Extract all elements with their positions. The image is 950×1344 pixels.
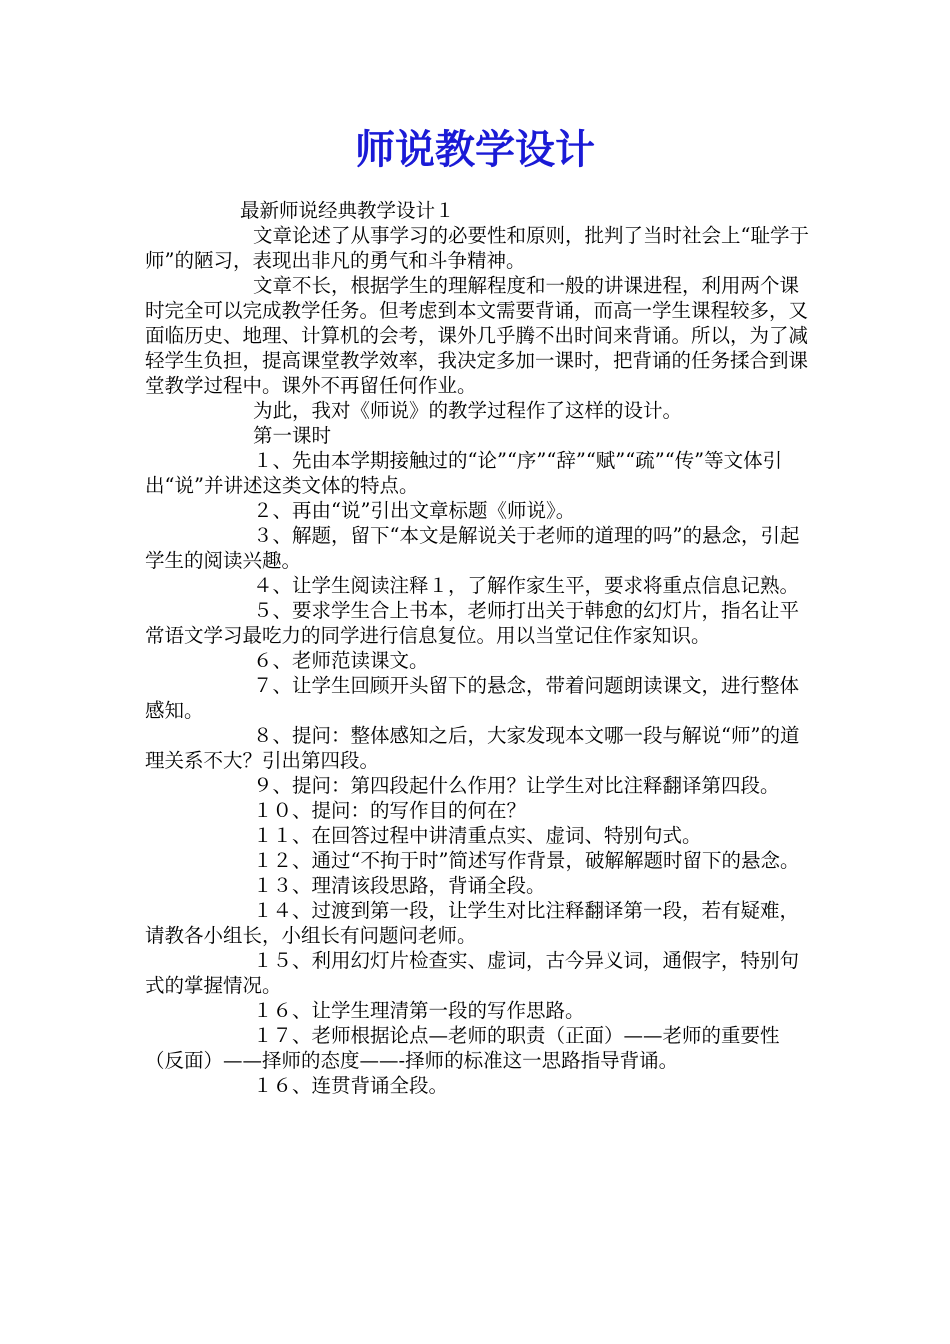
list-item: ９、提问：第四段起什么作用？让学生对比注释翻译第四段。 bbox=[253, 774, 780, 797]
list-item: ３、解题，留下“本文是解说关于老师的道理的吗”的悬念，引起学生的阅读兴趣。 bbox=[145, 524, 800, 572]
list-item: １６、让学生理清第一段的写作思路。 bbox=[253, 999, 585, 1022]
list-item: １１、在回答过程中讲清重点实、虚词、特别句式。 bbox=[253, 824, 702, 847]
list-item: ４、让学生阅读注释１，了解作家生平，要求将重点信息记熟。 bbox=[253, 574, 800, 597]
list-item: １、先由本学期接触过的“论”“序”“辞”“赋”“疏”“传”等文体引出“说”并讲述这类文体的特点。 bbox=[145, 449, 783, 497]
list-item: ５、要求学生合上书本，老师打出关于韩愈的幻灯片，指名让平常语文学习最吃力的同学进行信息复位。用以当堂记住作家知识。 bbox=[145, 599, 800, 647]
list-item: １３、理清该段思路，背诵全段。 bbox=[253, 874, 546, 897]
list-item: ２、再由“说”引出文章标题《师说》。 bbox=[253, 499, 576, 522]
list-item: ８、提问：整体感知之后，大家发现本文哪一段与解说“师”的道理关系不大？引出第四段。 bbox=[145, 724, 800, 772]
list-item: ６、老师范读课文。 bbox=[253, 649, 429, 672]
list-item: １０、提问：的写作目的何在？ bbox=[253, 799, 527, 822]
list-item: １７、老师根据论点—老师的职责（正面）——老师的重要性（反面）——择师的态度——-择师的标准这一思路指导背诵。 bbox=[145, 1024, 780, 1072]
paragraph: 为此，我对《师说》的教学过程作了这样的设计。 bbox=[253, 399, 683, 422]
document-body bbox=[145, 198, 810, 1098]
section-heading: 第一课时 bbox=[253, 424, 332, 447]
paragraph: 文章不长，根据学生的理解程度和一般的讲课进程，利用两个课时完全可以完成教学任务。但考虑到本文需要背诵，而高一学生课程较多，又面临历史、地理、计算机的会考，课外几乎腾不出时间来背诵。所以，为了减轻学生负担，提高课堂教学效率，我决定多加一课时，把背诵的任务揉合到课堂教学过程中。课外不再留任何作业。 bbox=[145, 274, 809, 397]
list-item: １２、通过“不拘于时”简述写作背景，破解解题时留下的悬念。 bbox=[253, 849, 800, 872]
paragraph: 文章论述了从事学习的必要性和原则，批判了当时社会上“耻学于师”的陋习，表现出非凡的勇气和斗争精神。 bbox=[145, 224, 809, 272]
list-item: １５、利用幻灯片检查实、虚词，古今异义词，通假字，特别句式的掌握情况。 bbox=[145, 949, 800, 997]
list-item: １６、连贯背诵全段。 bbox=[253, 1074, 449, 1097]
list-item: ７、让学生回顾开头留下的悬念，带着问题朗读课文，进行整体感知。 bbox=[145, 674, 800, 722]
list-item: １４、过渡到第一段，让学生对比注释翻译第一段，若有疑难，请教各小组长，小组长有问题问老师。 bbox=[145, 899, 800, 947]
subtitle-paragraph: 最新师说经典教学设计１ bbox=[240, 199, 455, 222]
document-title: 师说教学设计 bbox=[355, 127, 595, 173]
